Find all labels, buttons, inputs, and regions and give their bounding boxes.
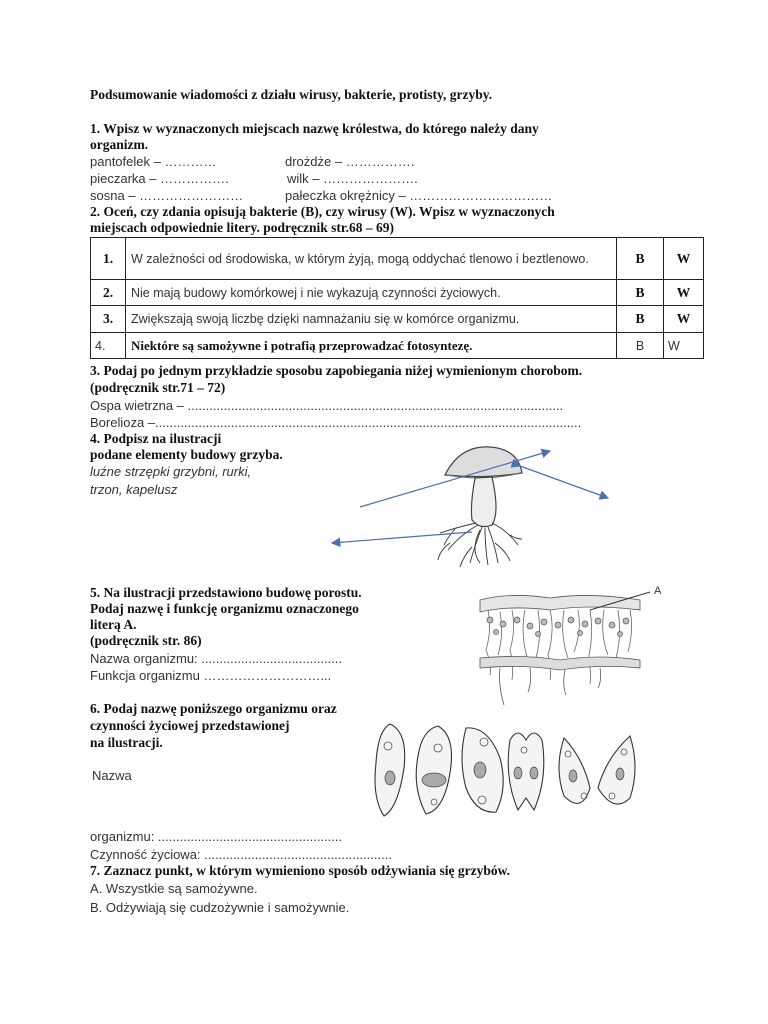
option-w[interactable]: W — [664, 306, 704, 333]
q3-heading-line1: 3. Podaj po jednym przykładzie sposobu zapobiegania niżej wymienionym chorobom. — [90, 363, 583, 378]
true-false-table — [90, 237, 704, 359]
q1-row1-left: pantofelek – ………… — [90, 154, 217, 169]
table-row — [91, 280, 704, 306]
q6-heading-line3: na ilustracji. — [90, 735, 163, 750]
q6-heading-line1: 6. Podaj nazwę poniższego organizmu oraz — [90, 701, 337, 716]
q4-heading-line1: 4. Podpisz na ilustracji — [90, 431, 222, 446]
q5-heading-line1: 5. Na ilustracji przedstawiono budowę porostu. — [90, 585, 362, 600]
option-b[interactable]: B — [617, 306, 664, 333]
mushroom-illustration — [320, 435, 620, 570]
q6-heading-line2: czynności życiowej przedstawionej — [90, 718, 290, 733]
q4-terms-line2: trzon, kapelusz — [90, 482, 178, 497]
statement-text: Niektóre są samożywne i potrafią przeprowadzać fotosyntezę. — [126, 333, 617, 359]
option-w[interactable]: W — [664, 280, 704, 306]
option-b[interactable]: B — [617, 280, 664, 306]
q1-row1-right: drożdże – ……………. — [285, 154, 415, 169]
paramecium-cell-4 — [508, 733, 544, 810]
q3-answer-chickenpox[interactable]: Ospa wietrzna – ........................................................................................................ — [90, 398, 564, 413]
row-number: 3. — [91, 306, 126, 333]
q6-organism-name[interactable]: organizmu: ................................................... — [90, 829, 343, 844]
q1-row3-left: sosna – …………………… — [90, 188, 244, 203]
q2-heading-line1: 2. Oceń, czy zdania opisują bakterie (B), czy wirusy (W). Wpisz w wyznaczonych — [90, 204, 555, 219]
q1-row2-left: pieczarka – ……………. — [90, 171, 229, 186]
q3-heading-line2: (podręcznik str.71 – 72) — [90, 380, 226, 395]
page-title: Podsumowanie wiadomości z działu wirusy, bakterie, protisty, grzyby. — [90, 87, 493, 102]
q4-heading-line2: podane elementy budowy grzyba. — [90, 447, 283, 462]
row-number: 2. — [91, 280, 126, 306]
q5-heading-line3: literą A. — [90, 617, 137, 632]
row-number: 4. — [91, 333, 126, 359]
q1-heading-line1: 1. Wpisz w wyznaczonych miejscach nazwę królestwa, do którego należy dany — [90, 121, 539, 136]
table-row — [91, 333, 704, 359]
q1-row3-right: pałeczka okrężnicy – …………………………… — [285, 188, 553, 203]
lichen-illustration — [470, 580, 670, 710]
mushroom-stem — [471, 477, 496, 527]
mushroom-cap — [445, 447, 522, 477]
figure-label-a: A — [654, 585, 662, 597]
q5-organism-function[interactable]: Funkcja organizmu ………………………... — [90, 668, 332, 683]
q1-row2-right: wilk – …………………. — [287, 171, 418, 186]
label-arrow — [520, 466, 608, 498]
q6-life-activity[interactable]: Czynność życiowa: .................................................... — [90, 847, 392, 862]
q7-heading: 7. Zaznacz punkt, w którym wymieniono sposób odżywiania się grzybów. — [90, 863, 511, 878]
paramecium-cell-1 — [375, 724, 405, 816]
q7-option-b[interactable]: B. Odżywiają się cudzożywnie i samożywnie. — [90, 900, 350, 915]
option-w[interactable]: W — [664, 238, 704, 280]
q2-heading-line2: miejscach odpowiednie litery. podręcznik str.68 – 69) — [90, 220, 394, 235]
q7-option-a[interactable]: A. Wszystkie są samożywne. — [90, 881, 258, 896]
statement-text: Zwiększają swoją liczbę dzięki namnażaniu się w komórce organizmu. — [126, 306, 617, 333]
table-row — [91, 238, 704, 280]
option-b[interactable]: B — [617, 333, 664, 359]
paramecium-cell-2 — [416, 726, 451, 814]
paramecium-division-illustration — [368, 718, 658, 822]
q1-heading-line2: organizm. — [90, 137, 149, 152]
q5-heading-line4: (podręcznik str. 86) — [90, 633, 202, 648]
q6-nazwa-label: Nazwa — [92, 768, 132, 783]
label-arrow — [332, 532, 472, 543]
table-row — [91, 306, 704, 333]
statement-text: W zależności od środowiska, w którym żyją, mogą oddychać tlenowo i beztlenowo. — [126, 238, 617, 280]
row-number: 1. — [91, 238, 126, 280]
paramecium-cell-5b — [598, 736, 635, 804]
q4-terms-line1: luźne strzępki grzybni, rurki, — [90, 464, 252, 479]
option-b[interactable]: B — [617, 238, 664, 280]
q5-heading-line2: Podaj nazwę i funkcję organizmu oznaczonego — [90, 601, 359, 616]
q3-answer-borreliosis[interactable]: Borelioza –...................................................................................................................... — [90, 415, 582, 430]
mushroom-hyphae — [438, 523, 522, 567]
q5-organism-name[interactable]: Nazwa organizmu: ....................................... — [90, 651, 343, 666]
statement-text: Nie mają budowy komórkowej i nie wykazują czynności życiowych. — [126, 280, 617, 306]
option-w[interactable]: W — [664, 333, 704, 359]
